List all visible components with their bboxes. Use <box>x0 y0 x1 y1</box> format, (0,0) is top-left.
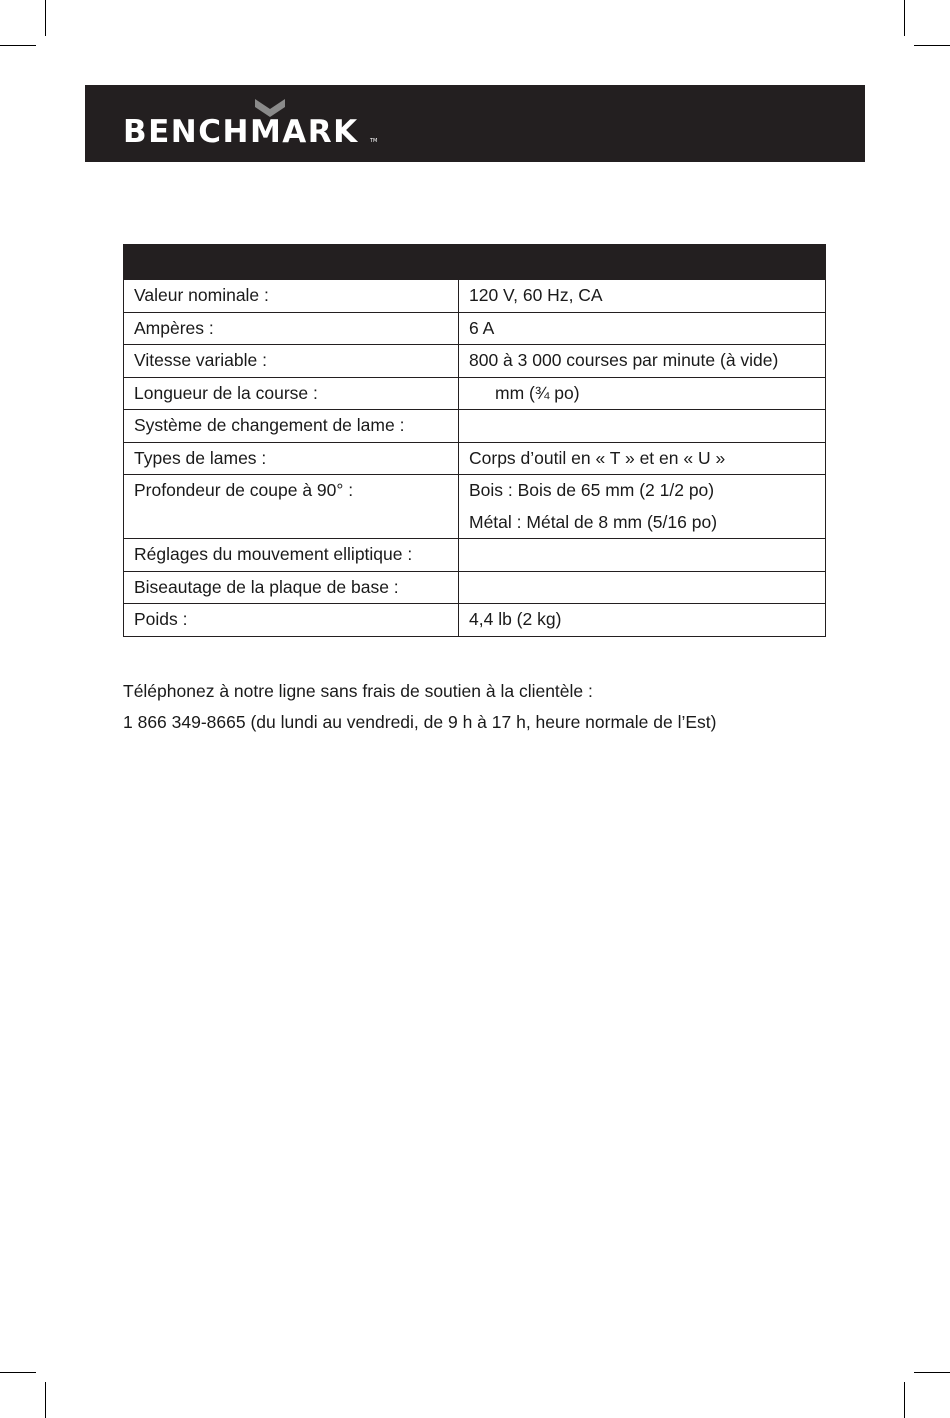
table-row <box>124 604 826 637</box>
spec-label: Valeur nominale : <box>124 280 459 313</box>
spec-label: Système de changement de lame : <box>124 410 459 443</box>
table-row <box>124 539 826 572</box>
spec-value: Corps d’outil en « T » et en « U » <box>459 442 826 475</box>
specifications-table <box>123 244 826 637</box>
customer-support-info <box>123 676 716 738</box>
crop-mark <box>0 45 36 46</box>
spec-value: 800 à 3 000 courses par minute (à vide) <box>459 345 826 378</box>
support-phone: 1 866 349-8665 (du lundi au vendredi, de 9 h à 17 h, heure normale de l’Est) <box>123 712 717 732</box>
spec-value-line: Bois : Bois de 65 mm (2 1/2 po) <box>469 480 715 500</box>
table-row <box>124 475 826 539</box>
spec-label: Poids : <box>124 604 459 637</box>
svg-text:BENCHMARK: BENCHMARK <box>123 114 359 149</box>
table-header <box>124 245 826 280</box>
spec-label: Biseautage de la plaque de base : <box>124 571 459 604</box>
crop-mark <box>904 1382 905 1418</box>
spec-label: Ampères : <box>124 312 459 345</box>
support-intro: Téléphonez à notre ligne sans frais de soutien à la clientèle : <box>123 681 593 701</box>
spec-label <box>124 475 459 539</box>
spec-value <box>459 571 826 604</box>
spec-label: Types de lames : <box>124 442 459 475</box>
spec-value: 120 V, 60 Hz, CA <box>459 280 826 313</box>
brand-banner <box>85 85 865 162</box>
spec-value: 6 A <box>459 312 826 345</box>
table-row <box>124 442 826 475</box>
spec-label-text: Profondeur de coupe à 90° : <box>134 480 354 500</box>
table-row <box>124 571 826 604</box>
spec-label: Vitesse variable : <box>124 345 459 378</box>
table-row <box>124 410 826 443</box>
spec-value <box>459 539 826 572</box>
crop-mark <box>45 0 46 36</box>
spec-value <box>459 475 826 539</box>
benchmark-logo <box>123 99 383 149</box>
table-row <box>124 312 826 345</box>
table-row <box>124 280 826 313</box>
spec-value-line: Métal : Métal de 8 mm (5/16 po) <box>469 511 718 532</box>
spec-label: Réglages du mouvement elliptique : <box>124 539 459 572</box>
table-row <box>124 377 826 410</box>
crop-mark <box>904 0 905 36</box>
svg-text:TM: TM <box>370 138 378 144</box>
crop-mark <box>914 45 950 46</box>
spec-label: Longueur de la course : <box>124 377 459 410</box>
crop-mark <box>914 1372 950 1373</box>
crop-mark <box>45 1382 46 1418</box>
spec-value: mm (¾ po) <box>459 377 826 410</box>
table-header-row <box>124 245 826 280</box>
spec-value <box>459 410 826 443</box>
table-row <box>124 345 826 378</box>
spec-value: 4,4 lb (2 kg) <box>459 604 826 637</box>
crop-mark <box>0 1372 36 1373</box>
